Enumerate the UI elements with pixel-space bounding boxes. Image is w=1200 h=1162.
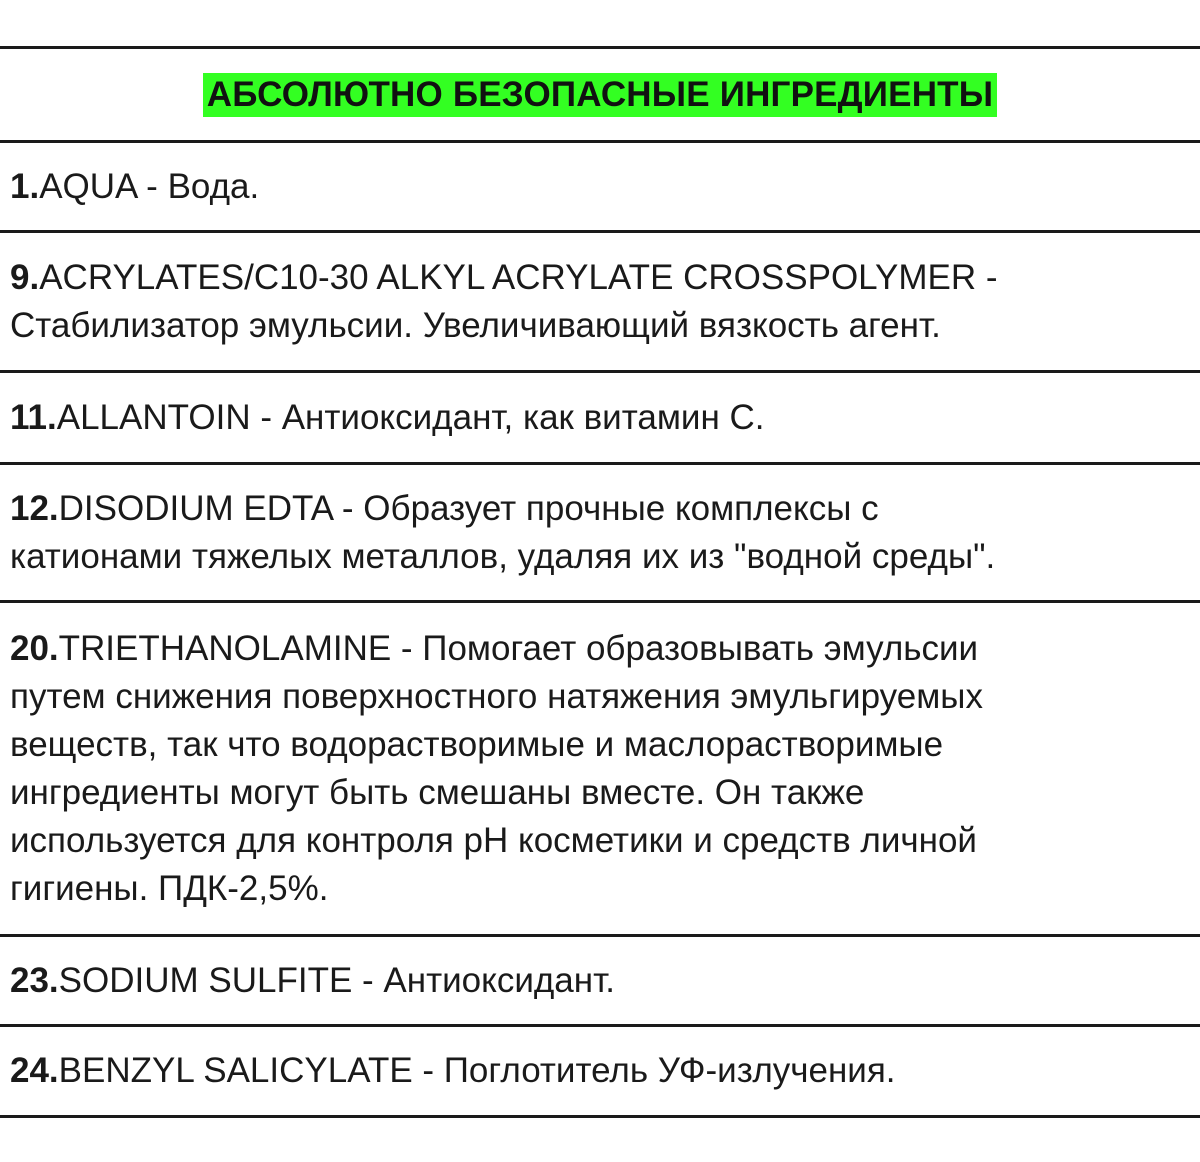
ingredient-text <box>10 957 1190 1005</box>
ingredient-row <box>0 934 1200 1024</box>
ingredient-number: 11. <box>10 397 57 437</box>
ingredient-description-line: Стабилизатор эмульсии. Увеличивающий вязкость агент. <box>10 305 941 345</box>
ingredient-description: AQUA - Вода. <box>39 166 260 206</box>
ingredient-text <box>10 485 1190 533</box>
ingredient-number: 12. <box>10 488 59 528</box>
ingredient-description: DISODIUM EDTA - Образует прочные комплексы с <box>58 488 879 528</box>
ingredients-table <box>0 46 1200 1118</box>
ingredient-description: TRIETHANOLAMINE - Помогает образовывать эмульсии <box>58 628 979 668</box>
ingredient-description: SODIUM SULFITE - Антиоксидант. <box>58 960 615 1000</box>
ingredient-description: ACRYLATES/C10-30 ALKYL ACRYLATE CROSSPOLYMER - <box>39 257 998 297</box>
ingredient-number: 20. <box>10 628 59 668</box>
ingredient-text <box>10 625 1190 673</box>
ingredient-row <box>0 1024 1200 1118</box>
ingredient-row <box>0 462 1200 600</box>
ingredient-row <box>0 600 1200 934</box>
ingredient-description-line: ингредиенты могут быть смешаны вместе. Он также <box>10 772 865 812</box>
ingredient-text <box>10 394 1190 442</box>
table-header <box>0 46 1200 140</box>
ingredient-description-line: путем снижения поверхностного натяжения эмульгируемых <box>10 676 983 716</box>
ingredient-row <box>0 370 1200 462</box>
ingredient-description: BENZYL SALICYLATE - Поглотитель УФ-излучения. <box>58 1051 896 1090</box>
ingredient-number: 24. <box>10 1051 59 1090</box>
ingredient-description-line: гигиены. ПДК-2,5%. <box>10 868 329 908</box>
page-title: АБСОЛЮТНО БЕЗОПАСНЫЕ ИНГРЕДИЕНТЫ <box>203 73 997 117</box>
ingredient-text <box>10 163 1190 211</box>
ingredient-number: 9. <box>10 257 40 297</box>
ingredient-number: 23. <box>10 960 59 1000</box>
ingredient-description: ALLANTOIN - Антиоксидант, как витамин С. <box>56 397 765 437</box>
ingredient-text <box>10 1047 1190 1095</box>
ingredient-description-line: веществ, так что водорастворимые и маслорастворимые <box>10 724 944 764</box>
ingredient-row <box>0 140 1200 230</box>
ingredient-row <box>0 230 1200 370</box>
ingredient-description-line: используется для контроля рН косметики и средств личной <box>10 820 977 860</box>
ingredient-description-line: катионами тяжелых металлов, удаляя их из "водной среды". <box>10 536 996 576</box>
ingredient-number: 1. <box>10 166 40 206</box>
ingredient-text <box>10 254 1190 302</box>
